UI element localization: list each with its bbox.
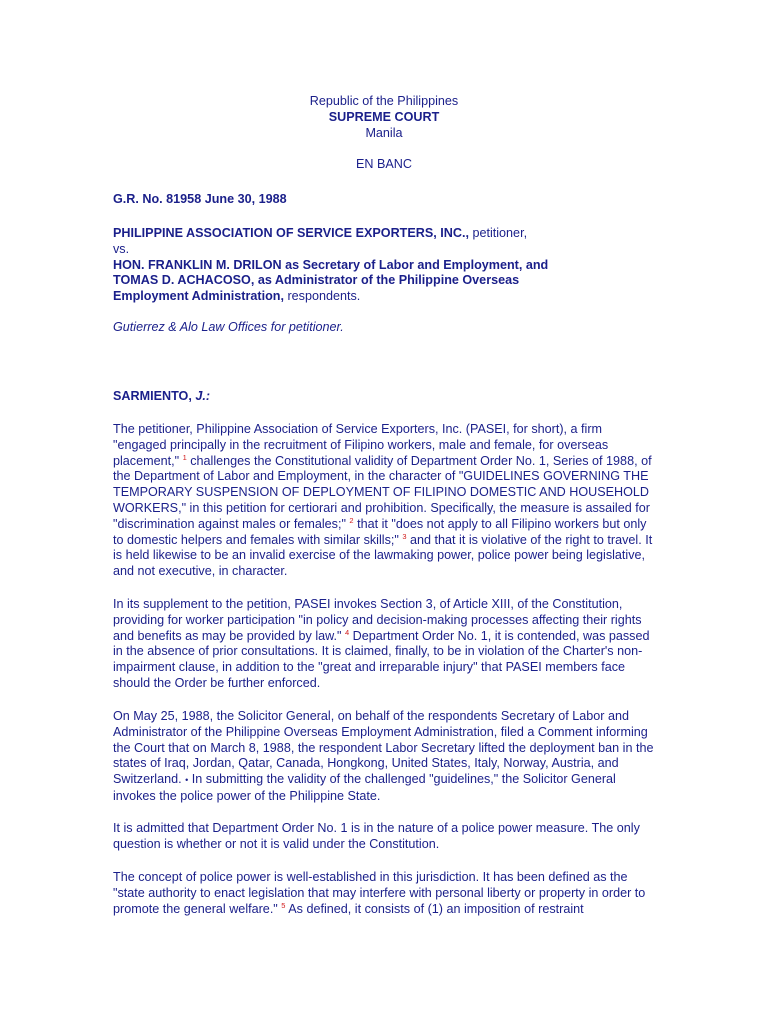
city-line: Manila — [365, 125, 403, 140]
case-number: G.R. No. 81958 June 30, 1988 — [113, 192, 287, 206]
ponente-name: SARMIENTO, — [113, 389, 192, 403]
petitioner-line — [113, 226, 658, 242]
footnote-ref-1[interactable]: 1 — [182, 452, 187, 462]
versus: vs. — [113, 241, 130, 256]
footnote-ref-2[interactable]: 2 — [349, 515, 354, 525]
paragraph-3 — [113, 709, 658, 805]
p1-text-a: The petitioner, Philippine Association of Service Exporters, Inc. (PASEI, for short), a firm "engaged principally in the recruitment of Filipino workers, male and female, for overseas placement," — [113, 422, 609, 468]
p3-text-a: On May 25, 1988, the Solicitor General, on behalf of the respondents Secretary of Labor and Administrator of the Philippine Overseas Employment Administration, filed a Comment informing the Court that on March 8, 1988, the respondent Labor Secretary lifted the deployment ban in the states of Iraq, Jordan, Qatar, Canada, Hongkong, United States, Italy, Norway, Austria, and Switzerland. — [113, 709, 654, 787]
p5-text-a: The concept of police power is well-established in this jurisdiction. It has been defined as the "state authority to enact legislation that may interfere with personal liberty or property in order to promote the general welfare." — [113, 870, 646, 916]
petitioner-name: PHILIPPINE ASSOCIATION OF SERVICE EXPORTERS, INC., — [113, 226, 469, 240]
footnote-ref-5[interactable]: 5 — [281, 900, 286, 910]
p1-text-c: that it "does not apply to all Filipino workers but only to domestic helpers and females with similar skills;" — [113, 516, 647, 547]
p5-text-b: As defined, it consists of (1) an imposition of restraint — [285, 901, 584, 916]
ponente — [113, 389, 658, 405]
p2-text-a: In its supplement to the petition, PASEI invokes Section 3, of Article XIII, of the Constitution, providing for worker participation "in policy and decision-making processes affecting their rights and benefits as may be provided by law." — [113, 597, 642, 643]
note-marker[interactable]: • — [185, 775, 189, 786]
republic-line: Republic of the Philippines — [309, 94, 459, 108]
respondents-name: HON. FRANKLIN M. DRILON as Secretary of Labor and Employment, and TOMAS D. ACHACOSO, as Administrator of the Philippine Overseas Employment Administration, — [113, 257, 549, 304]
petitioner-role: petitioner, — [468, 226, 528, 240]
division-line: EN BANC — [356, 157, 412, 172]
respondents-role: respondents. — [283, 289, 361, 304]
p4-text: It is admitted that Department Order No. 1 is in the nature of a police power measure. The only question is whether or not it is valid under the Constitution. — [113, 821, 640, 851]
court-name: SUPREME COURT — [328, 109, 440, 124]
respondents-line — [113, 258, 568, 305]
paragraph-1 — [113, 422, 658, 580]
counsel-line: Gutierrez & Alo Law Offices for petitioner. — [113, 320, 344, 334]
footnote-ref-4[interactable]: 4 — [345, 627, 350, 637]
footnote-ref-3[interactable]: 3 — [402, 531, 407, 541]
paragraph-4 — [113, 821, 658, 853]
p2-text-b: Department Order No. 1, it is contended, was passed in the absence of prior consultations. It is claimed, finally, to be in violation of the Charter's non-impairment clause, in addition to the "great and irreparable injury" that PASEI members face should the Order be further enforced. — [113, 628, 650, 690]
p1-text-d: and that it is violative of the right to travel. It is held likewise to be an invalid exercise of the lawmaking power, police power being legislative, and not executive, in character. — [113, 532, 653, 579]
ponente-suffix: J.: — [195, 389, 211, 403]
parties-block — [113, 226, 658, 305]
p1-text-b: challenges the Constitutional validity of Department Order No. 1, Series of 1988, of the Department of Labor and Employment, in the character of "GUIDELINES GOVERNING THE TEMPORARY SUSPENSION OF DEPLOYMENT OF FILIPINO DOMESTIC AND HOUSEHOLD WORKERS," in this petition for certiorari and prohibition. Specifically, the measure is assailed for "discrimination against males or females;" — [113, 453, 652, 531]
paragraph-5 — [113, 870, 658, 917]
paragraph-2 — [113, 597, 658, 692]
court-header — [0, 94, 768, 173]
p3-text-b: In submitting the validity of the challenged "guidelines," the Solicitor General invokes the police power of the Philippine State. — [113, 772, 616, 803]
